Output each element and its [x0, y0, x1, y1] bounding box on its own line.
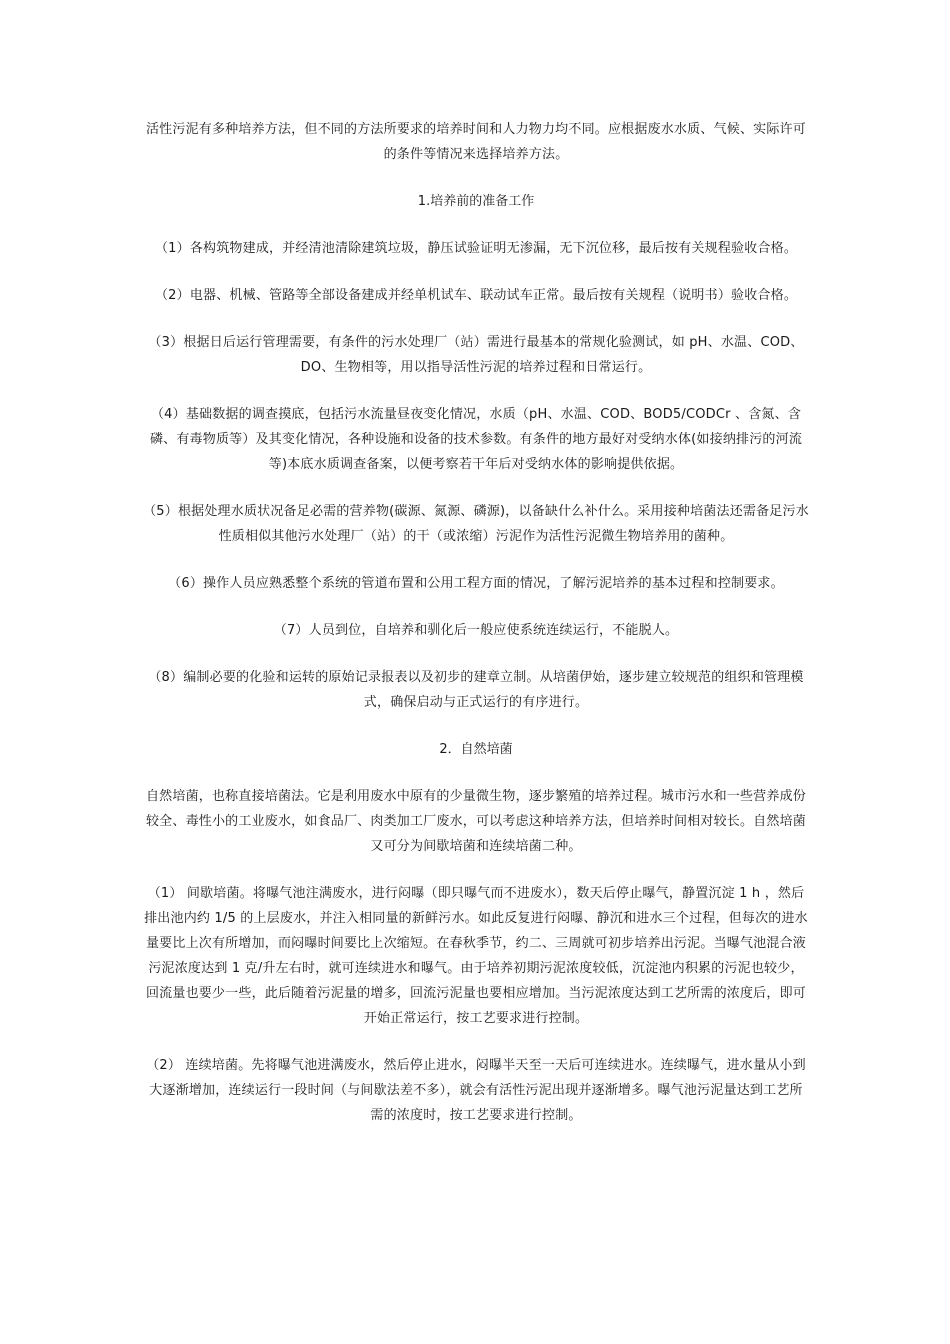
- section-1-item-4: （4）基础数据的调查摸底，包括污水流量昼夜变化情况，水质（pH、水温、COD、BOD5/CODCr 、含氮、含磷、有毒物质等）及其变化情况，各种设施和设备的技术参数。有条件的地方最好对受纳水体(如接纳排污的河流等)本底水质调查备案，以便考察若干年后对受纳水体的影响提供依据。: [149, 407, 803, 472]
- section-1-heading: 1.培养前的准备工作: [417, 194, 535, 209]
- section-1-item-6: （6）操作人员应熟悉整个系统的管道布置和公用工程方面的情况，了解污泥培养的基本过程和控制要求。: [168, 576, 784, 591]
- section-2-item-2: （2） 连续培菌。先将曝气池进满废水，然后停止进水，闷曝半天至一天后可连续进水。连续曝气，进水量从小到大逐渐增加，连续运行一段时间（与间歇法差不多），就会有活性污泥出现并逐渐增多。曝气池污泥量达到工艺所需的浓度时，按工艺要求进行控制。: [146, 1058, 806, 1123]
- section-1-item-1: （1）各构筑物建成，并经清池清除建筑垃圾，静压试验证明无渗漏，无下沉位移，最后按有关规程验收合格。: [154, 241, 798, 256]
- section-2-intro: 自然培菌，也称直接培菌法。它是利用废水中原有的少量微生物，逐步繁殖的培养过程。城市污水和一些营养成份较全、毒性小的工业废水，如食品厂、肉类加工厂废水，可以考虑这种培养方法，但培养时间相对较长。自然培菌又可分为间歇培菌和连续培菌二种。: [145, 789, 806, 854]
- section-1-item-7: （7）人员到位，自培养和驯化后一般应使系统连续运行，不能脱人。: [273, 623, 679, 638]
- document-body: [143, 117, 809, 1150]
- section-1-item-2: （2）电器、机械、管路等全部设备建成并经单机试车、联动试车正常。最后按有关规程（说明书）验收合格。: [154, 288, 798, 303]
- section-1-item-5: （5）根据处理水质状况备足必需的营养物(碳源、氮源、磷源)，以备缺什么补什么。采用接种培菌法还需备足污水性质相似其他污水处理厂（站）的干（或浓缩）污泥作为活性污泥微生物培养用的菌种。: [143, 504, 809, 544]
- section-1-item-8: （8）编制必要的化验和运转的原始记录报表以及初步的建章立制。从培菌伊始，逐步建立较规范的组织和管理模式，确保启动与正式运行的有序进行。: [148, 670, 804, 710]
- intro-paragraph: 活性污泥有多种培养方法，但不同的方法所要求的培养时间和人力物力均不同。应根据废水水质、气候、实际许可的条件等情况来选择培养方法。: [145, 122, 806, 162]
- section-2-item-1: （1） 间歇培菌。将曝气池注满废水，进行闷曝（即只曝气而不进废水），数天后停止曝气，静置沉淀 1 h ，然后排出池内约 1/5 的上层废水，并注入相同量的新鲜污水。如此反复进行闷曝、静沉和进水三个过程，但每次的进水量要比上次有所增加，而闷曝时间要比上次缩短。在春秋季节，约二、三周就可初步培养出污泥。当曝气池混合液污泥浓度达到 1 克/升左右时，就可连续进水和曝气。由于培养初期污泥浓度较低，沉淀池内积累的污泥也较少，回流量也要少一些，此后随着污泥量的增多，回流污泥量也要相应增加。当污泥浓度达到工艺所需的浓度后，即可开始正常运行，按工艺要求进行控制。: [144, 886, 808, 1026]
- section-1-item-3: （3）根据日后运行管理需要，有条件的污水处理厂（站）需进行最基本的常规化验测试，如 pH、水温、COD、DO、生物相等，用以指导活性污泥的培养过程和日常运行。: [148, 335, 804, 375]
- section-2-heading: 2．自然培菌: [439, 742, 513, 757]
